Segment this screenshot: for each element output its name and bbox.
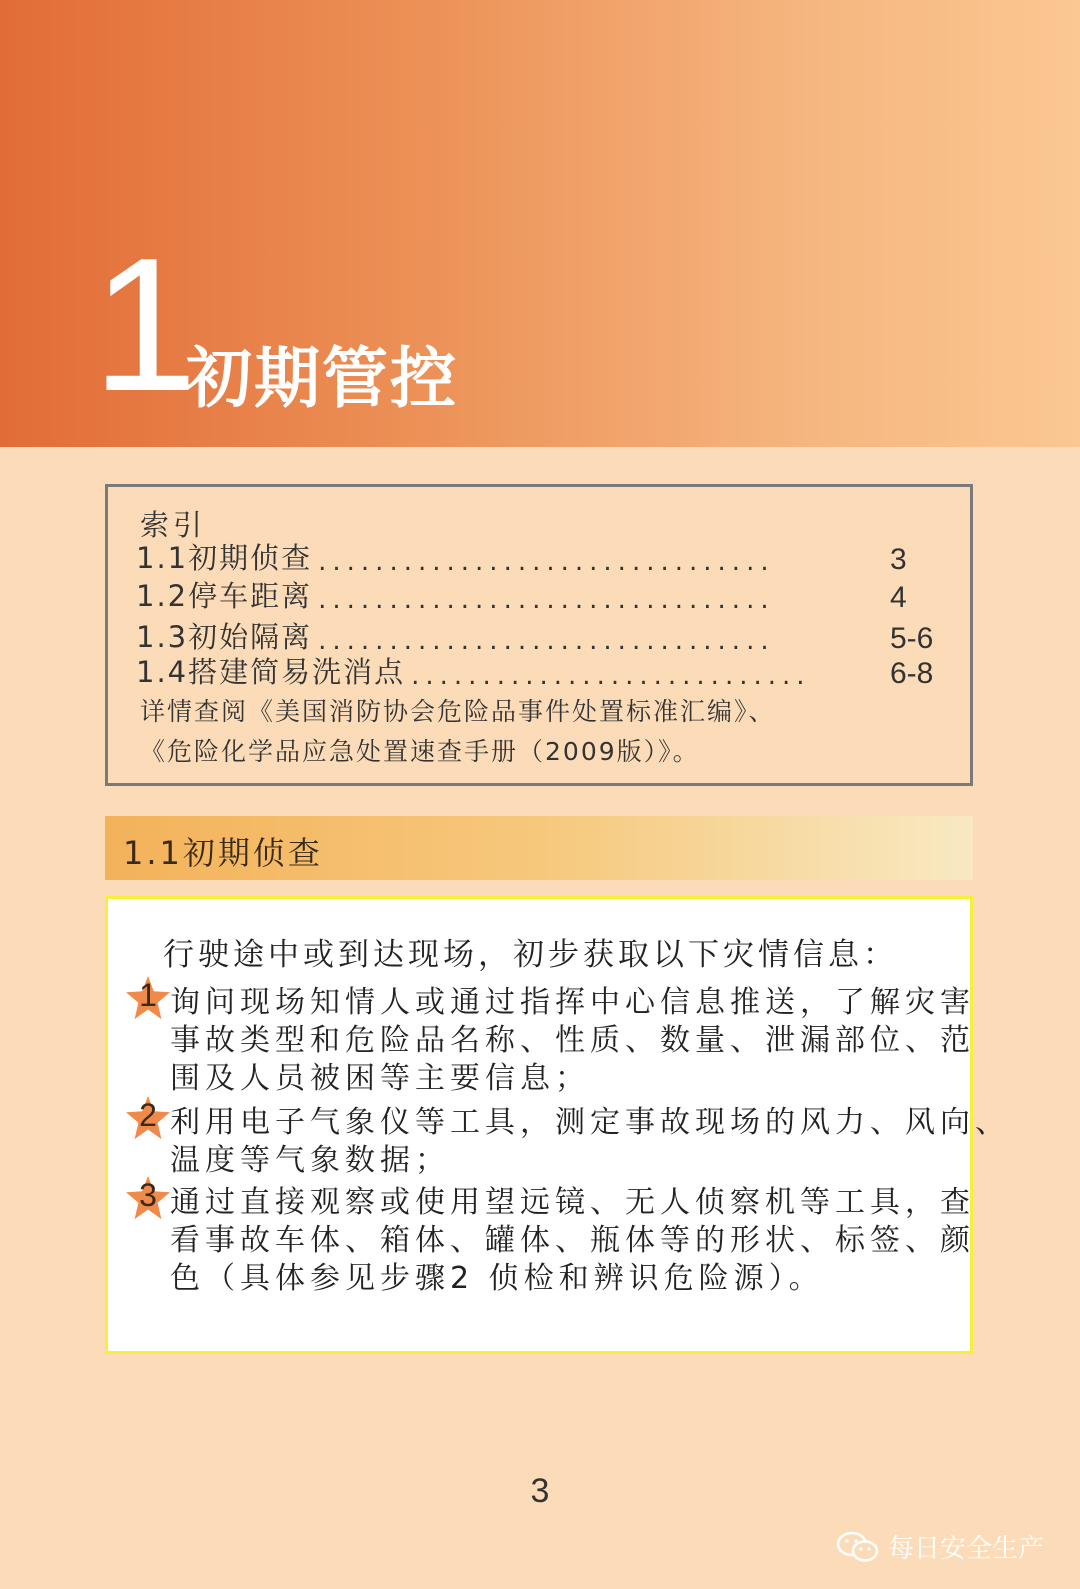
content-box bbox=[105, 896, 1010, 1354]
index-note-line: 详情查阅《美国消防协会危险品事件处置标准汇编》、 bbox=[140, 697, 776, 726]
toc-entry-page: 6-8 bbox=[890, 657, 934, 690]
toc-entry-label: 1.4搭建简易洗消点 bbox=[136, 655, 406, 689]
list-item-line: 利用电子气象仪等工具，测定事故现场的风力、风向、 bbox=[170, 1105, 1010, 1140]
toc-entry-page: 4 bbox=[890, 581, 907, 614]
list-item-line: 色（具体参见步骤2 侦检和辨识危险源）。 bbox=[170, 1261, 824, 1296]
list-item-line: 通过直接观察或使用望远镜、无人侦察机等工具，查 bbox=[170, 1185, 975, 1220]
toc-entry-page: 5-6 bbox=[890, 622, 934, 655]
watermark bbox=[836, 1528, 1044, 1565]
list-item-line: 围及人员被困等主要信息； bbox=[170, 1061, 590, 1096]
list-item-line: 看事故车体、箱体、罐体、瓶体等的形状、标签、颜 bbox=[170, 1223, 975, 1258]
index-note-line: 《危险化学品应急处置速查手册（2009版）》。 bbox=[140, 737, 700, 766]
toc-entry-label: 1.1初期侦查 bbox=[136, 541, 313, 575]
toc-entry[interactable] bbox=[136, 577, 936, 615]
chapter-title: 初期管控 bbox=[186, 340, 458, 417]
page-number: 3 bbox=[530, 1472, 550, 1510]
index-title: 索引 bbox=[140, 508, 207, 542]
toc-entry[interactable] bbox=[136, 653, 936, 691]
list-item-line: 询问现场知情人或通过指挥中心信息推送，了解灾害 bbox=[170, 985, 975, 1020]
toc-entry[interactable] bbox=[136, 539, 936, 577]
toc-entry-label: 1.3初始隔离 bbox=[136, 620, 313, 654]
toc-dot-leader: ................................ bbox=[318, 626, 775, 656]
toc-dot-leader: ................................ bbox=[318, 585, 775, 615]
list-item-line: 温度等气象数据； bbox=[170, 1143, 450, 1178]
watermark-text: 每日安全生产 bbox=[888, 1534, 1045, 1564]
intro-text: 行驶途中或到达现场，初步获取以下灾情信息： bbox=[163, 937, 898, 973]
toc-entry-label: 1.2停车距离 bbox=[136, 579, 313, 613]
chapter-header bbox=[0, 0, 1080, 447]
list-item-number: 2 bbox=[139, 1097, 157, 1133]
list-item-number: 1 bbox=[139, 977, 157, 1013]
toc-dot-leader: ............................ bbox=[411, 661, 811, 691]
toc-dot-leader: ................................ bbox=[318, 547, 775, 577]
section-title: 1.1初期侦查 bbox=[123, 834, 323, 872]
wechat-icon bbox=[836, 1530, 880, 1564]
chapter-number: 1 bbox=[92, 219, 194, 431]
list-item-number: 3 bbox=[139, 1177, 157, 1213]
toc-entry-page: 3 bbox=[890, 543, 907, 576]
index-box bbox=[105, 484, 973, 786]
section-heading-bar bbox=[105, 816, 973, 880]
list-item-line: 事故类型和危险品名称、性质、数量、泄漏部位、范 bbox=[170, 1023, 975, 1058]
